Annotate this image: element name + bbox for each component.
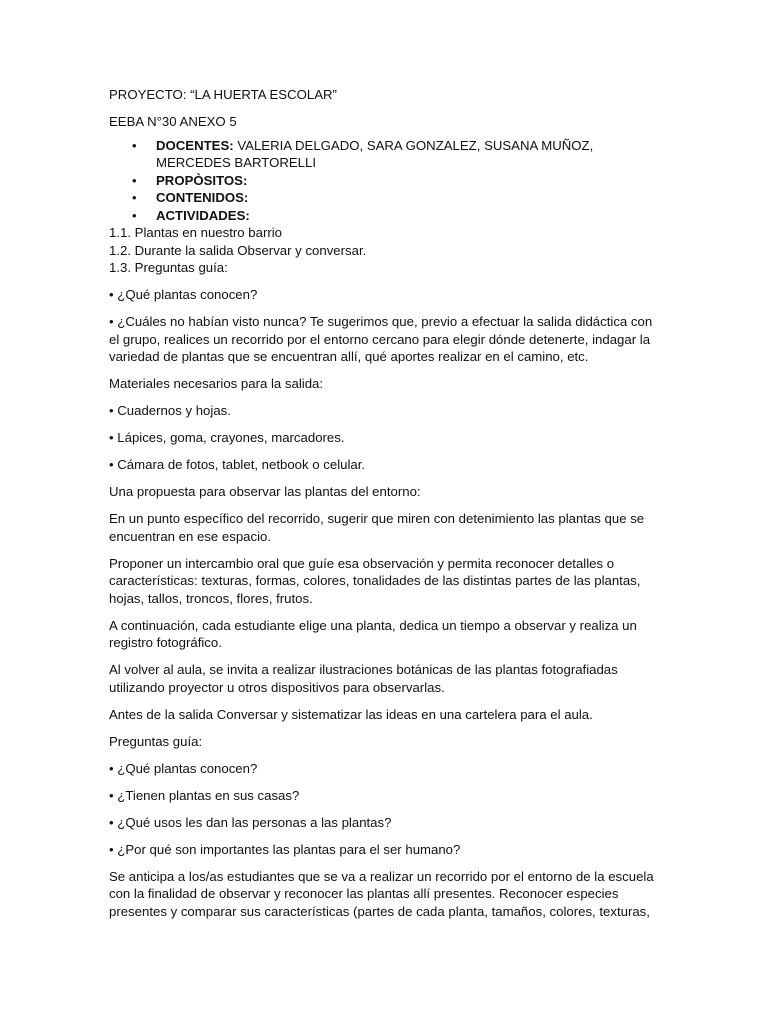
- list-item-label: PROPÒSITOS:: [156, 172, 248, 188]
- material-item: • Cuadernos y hojas.: [109, 403, 231, 418]
- paragraph: A continuación, cada estudiante elige una planta, dedica un tiempo a observar y realiza un registro fotográfico.: [109, 617, 637, 650]
- bullet-icon: •: [132, 137, 137, 153]
- proposal-title: Una propuesta para observar las plantas del entorno:: [109, 484, 421, 499]
- question-known-plants: • ¿Qué plantas conocen?: [109, 287, 258, 302]
- guide-question: • ¿Qué plantas conocen?: [109, 760, 258, 776]
- paragraph: Proponer un intercambio oral que guíe esa observación y permita reconocer detalles o características: texturas, formas, colores, tonalidades de las distintas partes de las plantas, hojas, tallos, troncos, flores, frutos.: [109, 555, 641, 606]
- closing-paragraph: Se anticipa a los/as estudiantes que se va a realizar un recorrido por el entorno de la escuela con la finalidad de observar y reconocer las plantas allí presentes. Reconocer especies presentes y comparar sus características (partes de cada planta, tamaños, colores, texturas,: [109, 868, 654, 919]
- list-item-docentes: [109, 137, 664, 172]
- bullet-icon: •: [132, 190, 137, 205]
- paragraph: Antes de la salida Conversar y sistematizar las ideas en una cartelera para el aula.: [109, 706, 593, 722]
- paragraph: En un punto específico del recorrido, sugerir que miren con detenimiento las plantas que se encuentran en ese espacio.: [109, 511, 645, 544]
- guide-question: • ¿Qué usos les dan las personas a las plantas?: [109, 814, 392, 830]
- material-item: • Lápices, goma, crayones, marcadores.: [109, 430, 345, 445]
- list-item-label: ACTIVIDADES:: [156, 207, 250, 223]
- school-name: EEBA N°30 ANEXO 5: [109, 114, 237, 129]
- step-1-3: 1.3. Preguntas guía:: [109, 260, 228, 275]
- list-item-text: VALERIA DELGADO, SARA GONZALEZ, SUSANA MUÑOZ, MERCEDES BARTORELLI: [156, 137, 594, 170]
- step-1-2: 1.2. Durante la salida Observar y conversar.: [109, 242, 367, 258]
- material-item: • Cámara de fotos, tablet, netbook o celular.: [109, 457, 366, 472]
- guide-title: Preguntas guía:: [109, 733, 203, 749]
- bullet-icon: •: [132, 207, 137, 223]
- project-sections-list: [109, 137, 664, 225]
- list-item-propositos: [109, 172, 664, 190]
- paragraph: Al volver al aula, se invita a realizar ilustraciones botánicas de las plantas fotografiadas utilizando proyector u otros dispositivos para observarlas.: [109, 662, 618, 695]
- list-item-actividades: [109, 207, 664, 225]
- materials-title: Materiales necesarios para la salida:: [109, 376, 324, 391]
- guide-question: • ¿Por qué son importantes las plantas para el ser humano?: [109, 841, 461, 857]
- list-item-label: CONTENIDOS:: [156, 190, 249, 205]
- list-item-contenidos: [109, 189, 664, 207]
- step-1-1: 1.1. Plantas en nuestro barrio: [109, 225, 283, 240]
- bullet-icon: •: [132, 172, 137, 188]
- question-unseen-plants: • ¿Cuáles no habían visto nunca? Te sugerimos que, previo a efectuar la salida didáctica con el grupo, realices un recorrido por el entorno cercano para elegir dónde detenerte, indagar la variedad de plantas que se encuentran allí, qué aportes realizar en el camino, etc.: [109, 314, 653, 364]
- guide-question: • ¿Tienen plantas en sus casas?: [109, 787, 300, 803]
- document-body: [109, 86, 664, 930]
- list-item-label: DOCENTES:: [156, 137, 234, 153]
- project-title: PROYECTO: “LA HUERTA ESCOLAR”: [109, 87, 337, 102]
